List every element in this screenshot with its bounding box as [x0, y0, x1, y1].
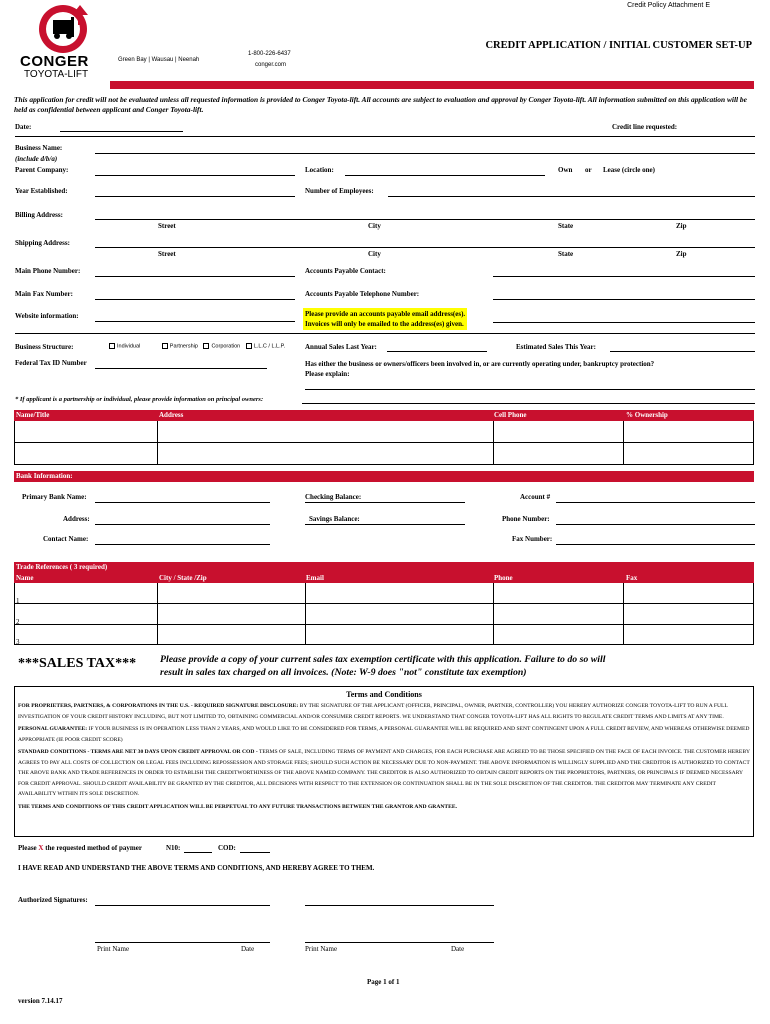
print-name-line-2[interactable] [305, 942, 494, 943]
bank-address-field[interactable] [95, 524, 270, 525]
form-title: CREDIT APPLICATION / INITIAL CUSTOMER SET-UP [485, 40, 752, 51]
billing-address-label: Billing Address: [15, 211, 63, 219]
cod-label: COD: [218, 844, 236, 852]
trade-col-email: Email [306, 574, 324, 582]
date-label: Date: [15, 123, 32, 131]
trade-row-2: 2 [16, 618, 20, 626]
website-field[interactable] [95, 321, 295, 322]
signature-line-1[interactable] [95, 905, 270, 906]
contact-name-field[interactable] [95, 544, 270, 545]
llc-option: L.L.C / L.L.P. [253, 343, 286, 350]
header-website[interactable]: conger.com [255, 62, 287, 68]
individual-checkbox[interactable] [109, 343, 115, 349]
bank-phone-field[interactable] [556, 524, 755, 525]
federal-tax-field[interactable] [95, 368, 267, 369]
corporation-option: Corporation [211, 343, 241, 350]
location-field[interactable] [345, 175, 545, 176]
own-option[interactable]: Own [558, 166, 573, 174]
primary-bank-field[interactable] [95, 502, 270, 503]
print-name-caption-2: Print Name [305, 945, 338, 953]
location-label: Location: [305, 166, 334, 174]
sales-tax-label: ***SALES TAX*** [18, 656, 137, 671]
terms-paragraph-3 [18, 747, 750, 800]
contact-name-label: Contact Name: [43, 535, 89, 543]
header-accent-bar [110, 81, 754, 89]
shipping-state: State [558, 250, 574, 258]
shipping-zip: Zip [676, 250, 687, 258]
billing-state: State [558, 222, 574, 230]
sales-tax-notice [160, 653, 760, 679]
page-number: Page 1 of 1 [367, 978, 400, 986]
shipping-city: City [368, 250, 381, 258]
partnership-note: * If applicant is a partnership or individual, please provide information on principal owners: [15, 396, 264, 403]
sales-tax-line1: Please provide a copy of your current sales tax exemption certificate with this application. Failure to do so will [160, 654, 606, 665]
account-label: Account # [520, 493, 551, 501]
ap-contact-label: Accounts Payable Contact: [305, 267, 386, 275]
please-explain-label: Please explain: [305, 370, 350, 378]
business-name-label: Business Name: [15, 144, 63, 152]
owners-col-address: Address [159, 411, 184, 419]
print-name-caption-1: Print Name [97, 945, 130, 953]
billing-city: City [368, 222, 381, 230]
business-structure-label: Business Structure: [15, 343, 74, 351]
terms-p1-body: BY THE SIGNATURE OF THE APPLICANT (OFFICER, PRINCIPAL, OWNER, PARTNER, CONTROLLER) YOU HEREBY AUTHORIZE CONGER TOYOTA-LIFT TO RUN A FULL INVESTIGATION OF YOUR CREDIT HISTORY INCLUDING, BUT NOT LIMITED TO, OBTAINING COMMERCIAL AND/OR CONSUMER CREDIT REPORTS. WE UNDERSTAND THAT CONGER TOYOTA-LIFT HAS ALL RIGHTS TO REGULATE CREDIT TERMS AND LIMITS AT ANY TIME. [18, 703, 728, 720]
annual-sales-field[interactable] [387, 351, 487, 352]
ap-email-notice-line2: Invoices will only be emailed to the address(es) given. [305, 320, 464, 328]
shipping-address-field[interactable] [95, 247, 755, 248]
agreement-statement: I HAVE READ AND UNDERSTAND THE ABOVE TERMS AND CONDITIONS, AND HEREBY AGREE TO THEM. [18, 864, 375, 872]
terms-p3-body: TERMS OF SALE, INCLUDING TERMS OF PAYMENT AND CHARGES, FOR EACH PURCHASE ARE AGREED TO BE THOSE SPECIFIED ON THE FACE OF EACH INVOICE. THE CUSTOMER HEREBY AGREES TO PAY ALL COSTS OF COLLECTION OR LEGAL FEES INCLUDING REPOSSESSION AND STORAGE FEES; SHOULD SUCH ACTION BE NECESSARY DUE TO NON-PAYMENT. THE ABOVE INFORMATION IS WILLINGLY SUPPLIED AND THE CREDITOR IS AUTHORIZED TO CONTACT THE ABOVE BANK AND TRADE REFERENCES IN ORDER TO ESTABLISH THE CREDITWORTHINESS OF THE ABOVE NAMED COMPANY. THE CREDITOR IS ALSO AUTHORIZED TO OBTAIN CREDIT REPORTS ON THE PROPRIETORS, PARTNERS, OR PRINCIPALS IF DEEMED NECESSARY FOR CREDIT APPROVAL. SHOULD CREDIT AVAILABILITY BE GRANTED BY THE CREDITOR, ALL DECISIONS WITH RESPECT TO THE EXTENSION OR CONTINUATION SHALL BE IN THE SOLE DISCRETION OF THE CREDITOR. THE CREDITOR MAY TERMINATE ANY CREDIT AVAILABILITY WITHIN ITS SOLE DISCRETION. [18, 749, 750, 797]
bank-header: Bank Information: [14, 471, 754, 482]
estimated-sales-label: Estimated Sales This Year: [516, 343, 596, 351]
main-fax-label: Main Fax Number: [15, 290, 73, 298]
year-established-field[interactable] [95, 196, 295, 197]
cod-field[interactable] [240, 852, 270, 853]
credit-line-label: Credit line requested: [612, 123, 678, 131]
main-fax-field[interactable] [95, 299, 295, 300]
ap-email-notice-line1: Please provide an accounts payable email address(es). [305, 310, 466, 318]
signature-line-2[interactable] [305, 905, 494, 906]
main-phone-field[interactable] [95, 276, 295, 277]
checking-balance-field[interactable] [305, 502, 465, 503]
year-established-label: Year Established: [15, 187, 68, 195]
main-phone-label: Main Phone Number: [15, 267, 81, 275]
notice-text: This application for credit will not be evaluated unless all requested information is provided to Conger Toyota-lift. All accounts are subject to evaluation and approval by Conger Toyota-lift. All information submitted on this application will be held as confidential between applicant and Conger Toyota-lift. [14, 95, 747, 114]
estimated-sales-field[interactable] [610, 351, 755, 352]
terms-box [14, 686, 754, 837]
version-label: version 7.14.17 [18, 997, 63, 1005]
checking-balance-label: Checking Balance: [305, 493, 362, 501]
terms-p2-body: IF YOUR BUSINESS IS IN OPERATION LESS THAN 2 YEARS, AND WOULD LIKE TO BE CONSIDERED FOR TERMS, A PERSONAL GUARANTEE WILL BE REQUIRED AND SENT CONTINGENT UPON A FULL CREDIT REVIEW, AND WHEREAS OTHERWISE DEEMED APPROPRIATE (IE POOR CREDIT SCORE) [18, 726, 750, 743]
trade-title: Trade References ( 3 required) [16, 563, 108, 571]
lease-option[interactable]: Lease (circle one) [603, 166, 655, 174]
partnership-checkbox[interactable] [162, 343, 168, 349]
savings-balance-field[interactable] [305, 524, 465, 525]
ap-phone-field[interactable] [493, 299, 755, 300]
brand-name: CONGER [20, 53, 89, 70]
trade-row-3: 3 [16, 638, 20, 646]
date-field[interactable] [60, 131, 183, 132]
individual-option: Individual [117, 343, 141, 350]
terms-title: Terms and Conditions [346, 690, 422, 699]
bank-fax-label: Fax Number: [512, 535, 553, 543]
n10-field[interactable] [184, 852, 212, 853]
ap-phone-label: Accounts Payable Telephone Number: [305, 290, 420, 298]
divider [15, 136, 755, 137]
trade-col-phone: Phone [494, 574, 513, 582]
trade-header [14, 562, 754, 583]
primary-bank-label: Primary Bank Name: [22, 493, 87, 501]
parent-company-label: Parent Company: [15, 166, 69, 174]
trade-row-1: 1 [16, 597, 20, 605]
ap-contact-field[interactable] [493, 276, 755, 277]
website-label: Website information: [15, 312, 79, 320]
sales-tax-line2: result in sales tax charged on all invoices. (Note: W-9 does "not" constitute tax exemption) [160, 667, 527, 678]
terms-paragraph-4: THE TERMS AND CONDITIONS OF THIS CREDIT APPLICATION WILL BE PERPETUAL TO ANY FUTURE TRANSACTIONS BETWEEN THE GRANTOR AND GRANTEE. [18, 803, 458, 810]
bankruptcy-question: Has either the business or owners/officers been involved in, or are currently operating under, bankruptcy protection? [305, 360, 655, 368]
authorized-signatures-label: Authorized Signatures: [18, 896, 88, 904]
billing-street: Street [158, 222, 176, 230]
ap-email-field[interactable] [493, 322, 755, 323]
owners-table-header [14, 410, 754, 421]
locations: Green Bay | Wausau | Neenah [118, 57, 200, 63]
llc-checkbox[interactable] [246, 343, 252, 349]
terms-p1-heading: FOR PROPRIETERS, PARTNERS, & CORPORATIONS IN THE U.S. - REQUIRED SIGNATURE DISCLOSURE: [18, 703, 299, 709]
billing-zip: Zip [676, 222, 687, 230]
billing-address-field[interactable] [95, 219, 755, 220]
date-caption-1: Date [241, 945, 255, 953]
print-name-line-1[interactable] [95, 942, 270, 943]
savings-balance-label: Savings Balance: [309, 515, 360, 523]
payment-method-row [18, 844, 142, 852]
annual-sales-label: Annual Sales Last Year: [305, 343, 377, 351]
business-structure-options [105, 343, 285, 349]
payment-instruction: the requested method of paymer [45, 844, 142, 852]
header-phone: 1-800-226-6437 [248, 51, 291, 57]
federal-tax-label: Federal Tax ID Number [15, 359, 87, 367]
trade-col-name: Name [16, 574, 34, 582]
bank-fax-field[interactable] [556, 544, 755, 545]
trade-table-body[interactable] [14, 583, 754, 645]
employees-label: Number of Employees: [305, 187, 374, 195]
date-caption-2: Date [451, 945, 465, 953]
owners-col-phone: Cell Phone [494, 411, 527, 419]
dba-note: (include d/b/a) [15, 155, 58, 163]
payment-please: Please [18, 844, 37, 852]
partnership-option: Partnership [169, 343, 198, 350]
shipping-address-label: Shipping Address: [15, 239, 70, 247]
brand-subname: TOYOTA-LIFT [24, 69, 89, 80]
attachment-label: Credit Policy Attachment E [627, 2, 710, 9]
explain-field[interactable] [305, 389, 755, 390]
terms-p2-heading: PERSONAL GUARANTEE: [18, 726, 88, 732]
n10-label: N10: [166, 844, 181, 852]
account-field[interactable] [556, 502, 755, 503]
divider [15, 333, 755, 334]
terms-paragraph-2 [18, 724, 750, 745]
terms-p3-heading: STANDARD CONDITIONS - TERMS ARE NET 30 DAYS UPON CREDIT APPROVAL OR COD - [18, 749, 258, 755]
trade-col-fax: Fax [626, 574, 638, 582]
partnership-note-line [302, 403, 755, 404]
ap-email-notice [303, 308, 467, 330]
business-name-field[interactable] [95, 153, 755, 154]
parent-company-field[interactable] [95, 175, 295, 176]
bank-address-label: Address: [63, 515, 90, 523]
or-text: or [585, 166, 592, 174]
owners-col-name: Name/Title [16, 411, 50, 419]
forklift-logo-icon [18, 3, 108, 55]
corporation-checkbox[interactable] [203, 343, 209, 349]
bank-phone-label: Phone Number: [502, 515, 550, 523]
shipping-street: Street [158, 250, 176, 258]
company-logo [18, 3, 108, 83]
employees-field[interactable] [388, 196, 755, 197]
terms-paragraph-1 [18, 701, 750, 722]
owners-col-ownership: % Ownership [626, 411, 668, 419]
trade-col-city: City / State /Zip [159, 574, 207, 582]
payment-x-mark: X [38, 844, 44, 852]
owners-table-body[interactable] [14, 421, 754, 465]
